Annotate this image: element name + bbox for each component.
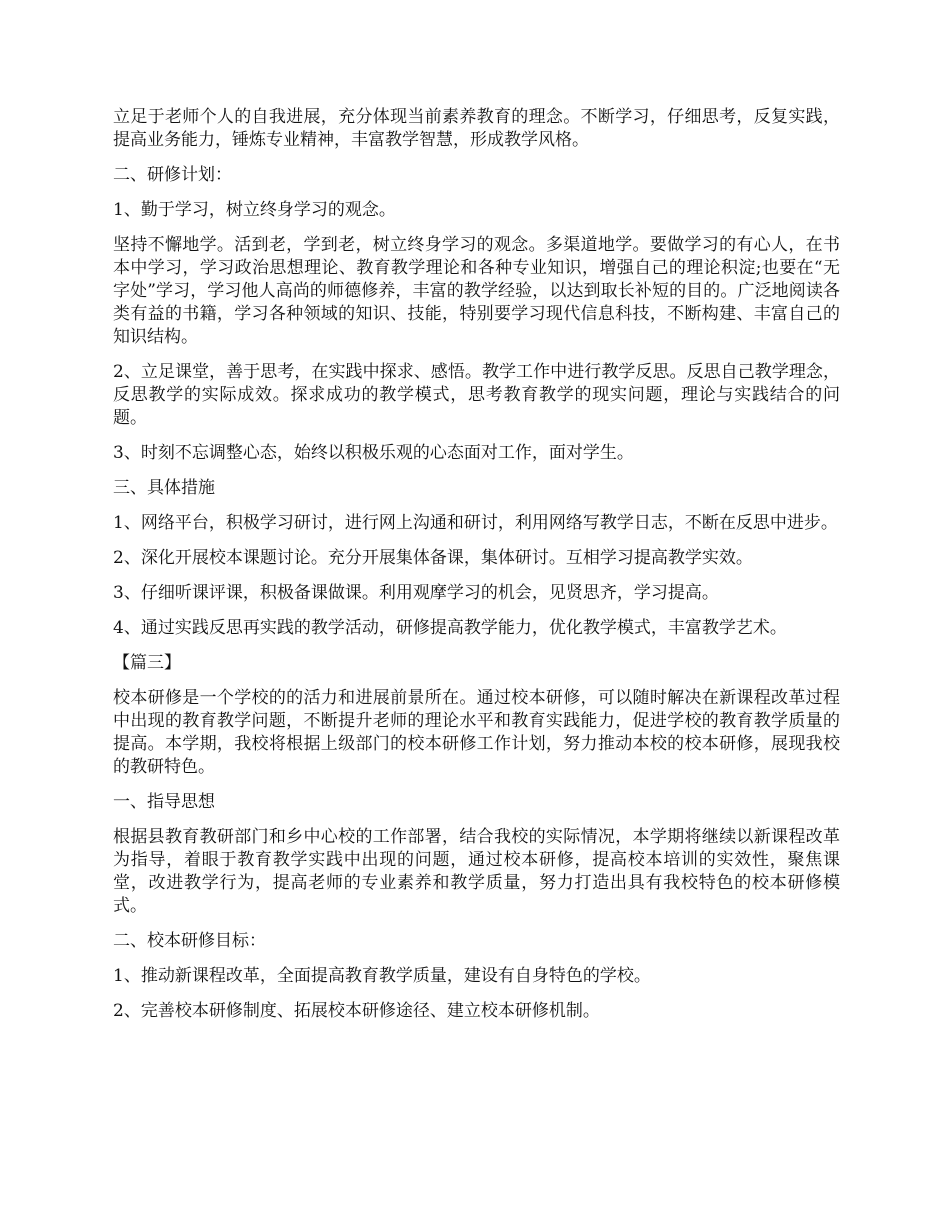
document-body — [113, 106, 840, 1035]
list-item: 2、立足课堂，善于思考，在实践中探求、感悟。教学工作中进行教学反思。反思自己教学理念，反思教学的实际成效。探求成功的教学模式，思考教育教学的现实问题，理论与实践结合的问题。 — [113, 362, 840, 428]
part-heading: 【篇三】 — [113, 653, 181, 673]
list-item: 2、深化开展校本课题讨论。充分开展集体备课，集体研讨。互相学习提高教学实效。 — [113, 548, 753, 568]
section-heading-goals: 二、校本研修目标： — [113, 931, 266, 951]
list-item: 3、时刻不忘调整心态，始终以积极乐观的心态面对工作，面对学生。 — [113, 443, 634, 463]
list-item: 3、仔细听课评课，积极备课做课。利用观摩学习的机会，见贤思齐，学习提高。 — [113, 583, 719, 603]
body-paragraph: 根据县教育教研部门和乡中心校的工作部署，结合我校的实际情况，本学期将继续以新课程改革为指导，着眼于教育教学实践中出现的问题，通过校本研修，提高校本培训的实效性，聚焦课堂，改进教学行为，提高老师的专业素养和教学质量，努力打造出具有我校特色的校本研修模式。 — [113, 827, 840, 916]
list-item: 1、网络平台，积极学习研讨，进行网上沟通和研讨，利用网络写教学日志，不断在反思中进步。 — [113, 513, 838, 533]
section-heading-study-plan: 二、研修计划： — [113, 165, 232, 185]
list-item: 2、完善校本研修制度、拓展校本研修途径、建立校本研修机制。 — [113, 1001, 600, 1021]
list-item: 1、勤于学习，树立终身学习的观念。 — [113, 200, 396, 220]
section-heading-guiding-ideology: 一、指导思想 — [113, 792, 215, 812]
intro-paragraph: 立足于老师个人的自我进展，充分体现当前素养教育的理念。不断学习，仔细思考，反复实践，提高业务能力，锤炼专业精神，丰富教学智慧，形成教学风格。 — [113, 107, 840, 150]
body-paragraph: 坚持不懈地学。活到老，学到老，树立终身学习的观念。多渠道地学。要做学习的有心人，在书本中学习，学习政治思想理论、教育教学理论和各种专业知识，增强自己的理论积淀;也要在“无字处”学习，学习他人高尚的师德修养，丰富的教学经验，以达到取长补短的目的。广泛地阅读各类有益的书籍，学习各种领域的知识、技能，特别要学习现代信息科技，不断构建、丰富自己的知识结构。 — [113, 235, 840, 347]
list-item: 4、通过实践反思再实践的教学活动，研修提高教学能力，优化教学模式，丰富教学艺术。 — [113, 618, 787, 638]
body-paragraph: 校本研修是一个学校的的活力和进展前景所在。通过校本研修，可以随时解决在新课程改革过程中出现的教育教学问题，不断提升老师的理论水平和教育实践能力，促进学校的教育教学质量的提高。本学期，我校将根据上级部门的校本研修工作计划，努力推动本校的校本研修，展现我校的教研特色。 — [113, 688, 840, 777]
section-heading-measures: 三、具体措施 — [113, 478, 215, 498]
list-item: 1、推动新课程改革，全面提高教育教学质量，建设有自身特色的学校。 — [113, 966, 651, 986]
